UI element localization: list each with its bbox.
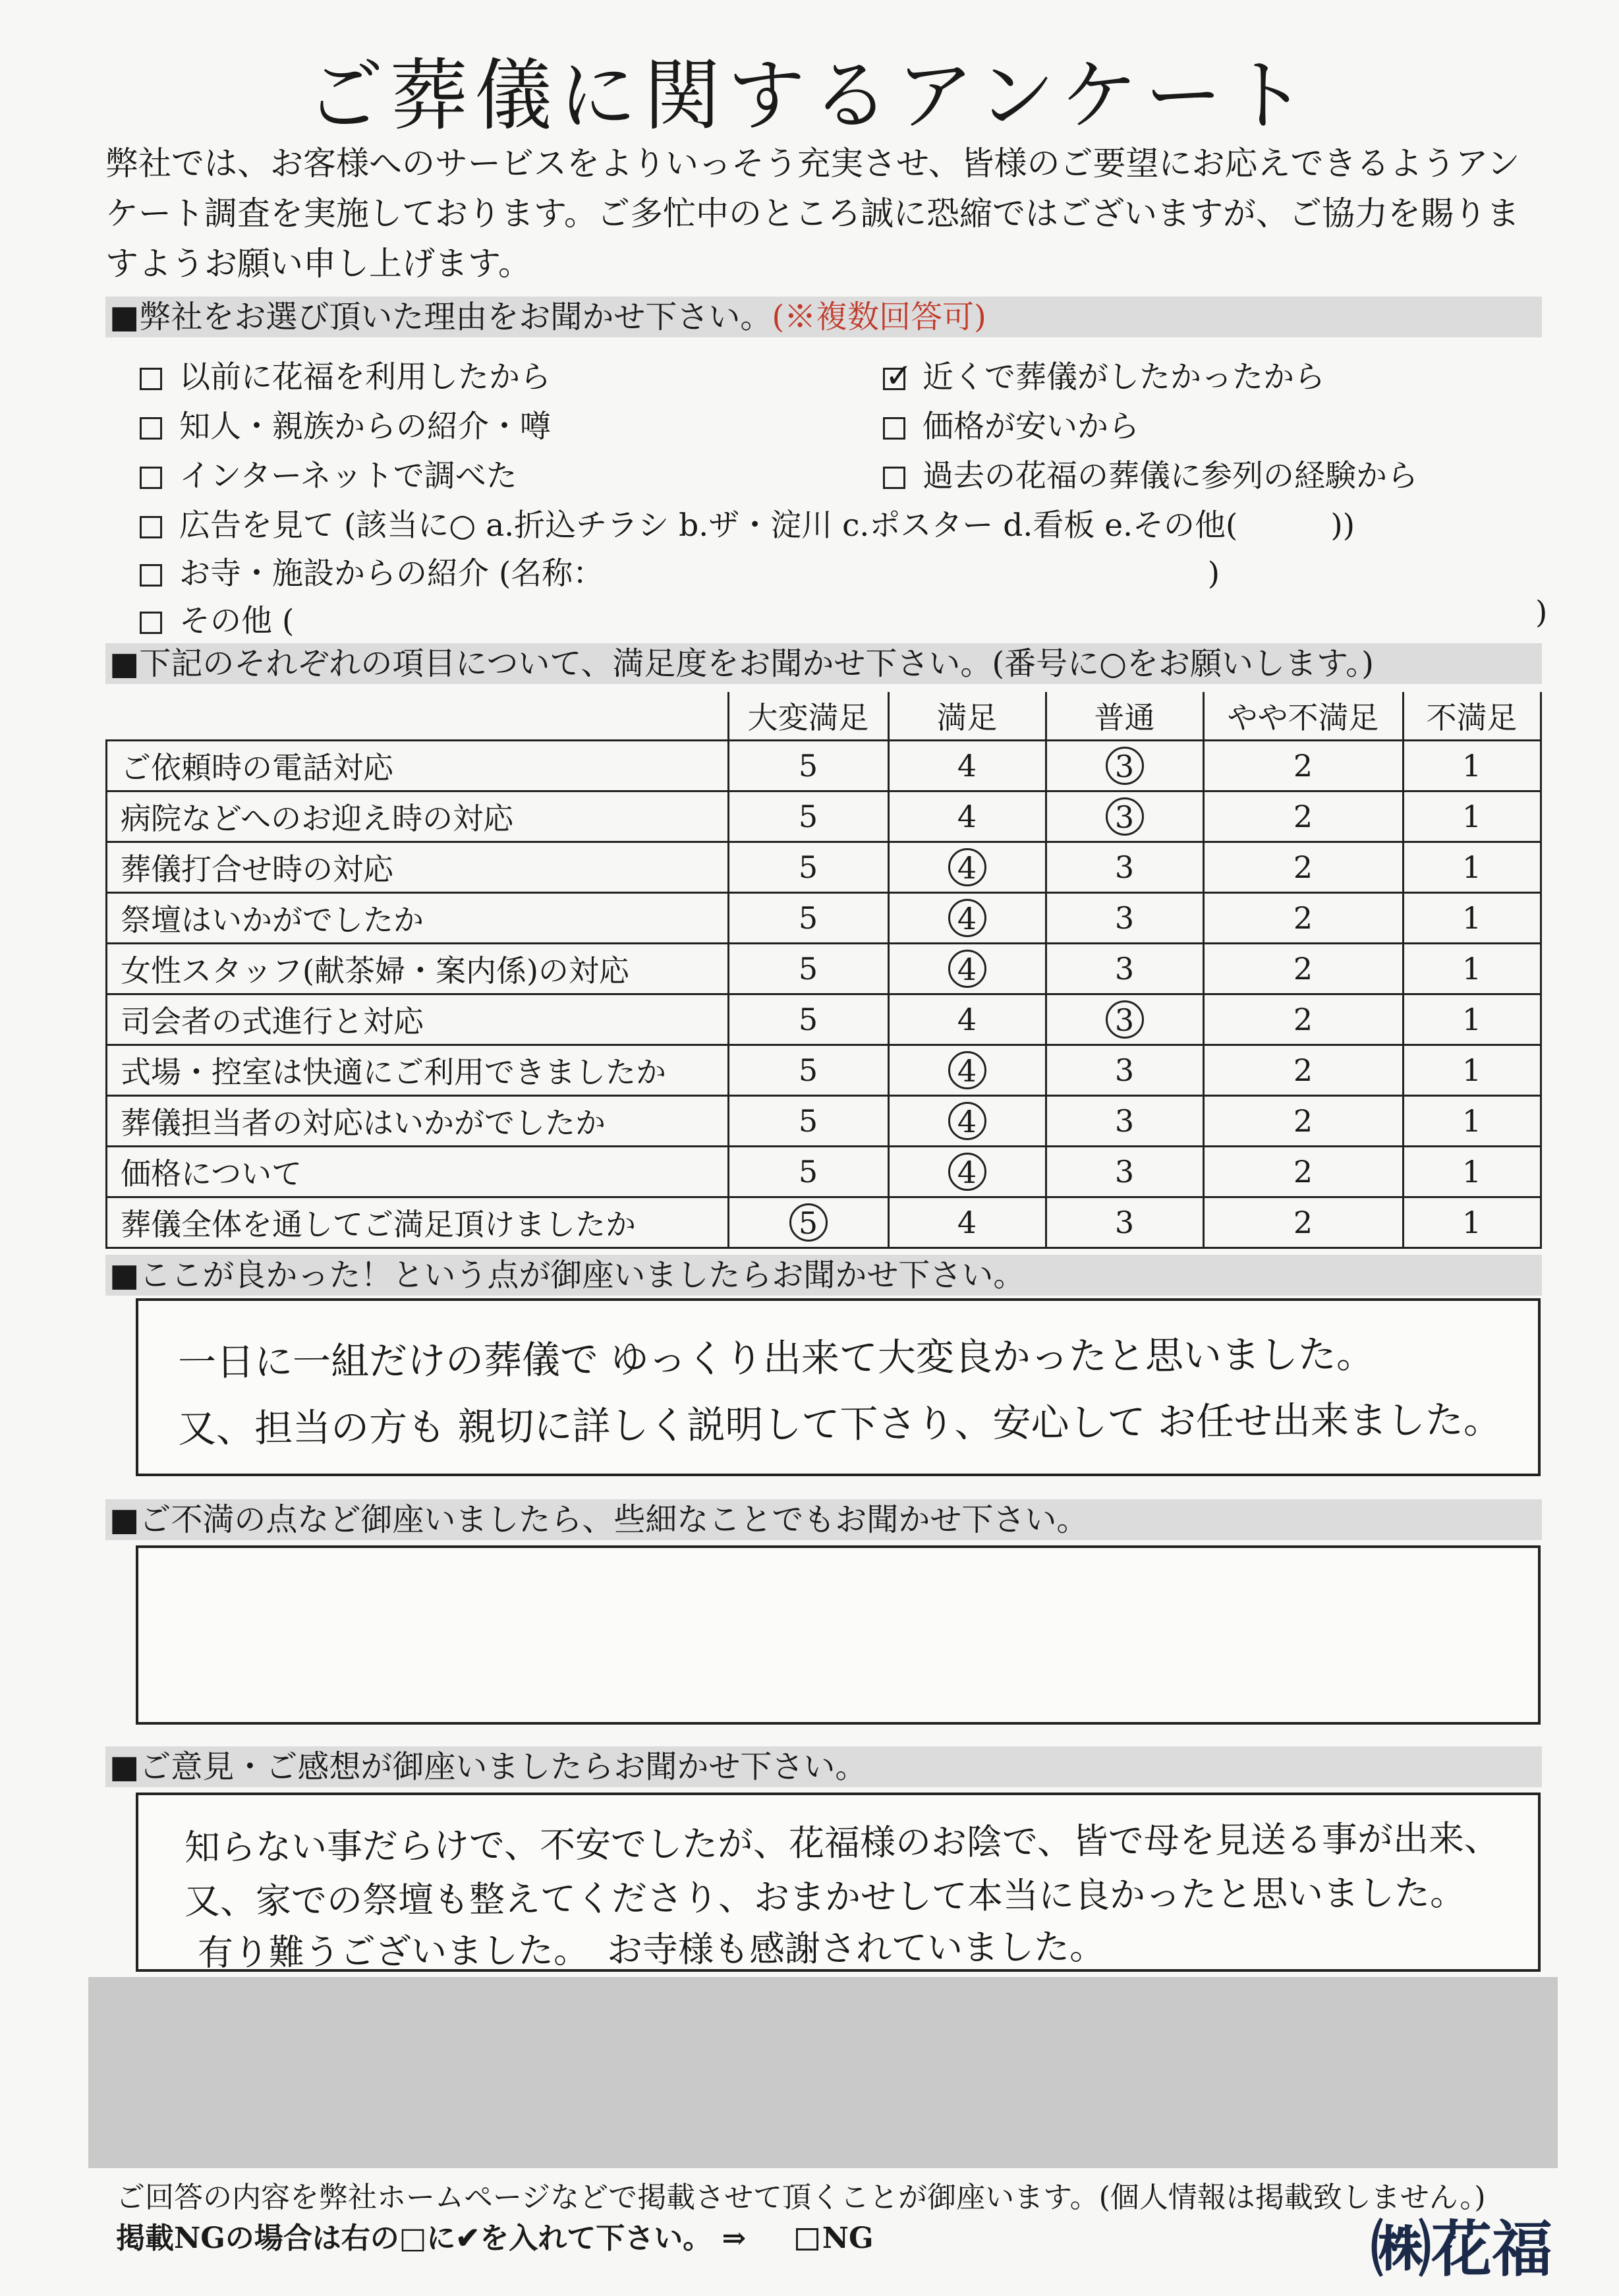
question-label: ご依頼時の電話対応 bbox=[107, 741, 729, 791]
rating-cell[interactable] bbox=[728, 944, 888, 994]
rating-value: 2 bbox=[1293, 1052, 1313, 1088]
rating-cell[interactable] bbox=[1203, 1045, 1403, 1096]
section-reasons-title: ■弊社をお選び頂いた理由をお聞かせ下さい。 bbox=[109, 299, 772, 335]
footer-ng-instruction bbox=[116, 2214, 874, 2256]
rating-cell[interactable] bbox=[728, 842, 888, 893]
rating-cell[interactable] bbox=[1403, 1096, 1541, 1147]
rating-cell[interactable] bbox=[888, 791, 1046, 842]
rating-value: 2 bbox=[1293, 1103, 1313, 1139]
good-line-2: 又、担当の方も 親切に詳しく説明して下さり、安心して お任せ出来ました。 bbox=[177, 1396, 1502, 1452]
rating-value: 2 bbox=[1293, 748, 1313, 784]
reason-option[interactable] bbox=[140, 501, 1355, 545]
reason-option-label: 近くで葬儀がしたかったから bbox=[923, 359, 1325, 395]
table-row bbox=[107, 944, 1541, 994]
checkbox-icon[interactable] bbox=[883, 417, 905, 440]
survey-title: ご葬儀に関するアンケート bbox=[306, 50, 1313, 141]
section-reasons-heading bbox=[105, 297, 1542, 337]
reason-option[interactable] bbox=[883, 353, 1325, 397]
reason-option[interactable] bbox=[140, 596, 294, 641]
section-complaint-heading: ■ご不満の点など御座いましたら、些細なことでもお聞かせ下さい。 bbox=[105, 1499, 1542, 1540]
rating-cell[interactable] bbox=[1203, 741, 1403, 791]
rating-value: 5 bbox=[798, 900, 818, 936]
checkbox-icon[interactable] bbox=[140, 612, 162, 634]
rating-cell[interactable] bbox=[728, 791, 888, 842]
rating-cell[interactable] bbox=[888, 1197, 1046, 1248]
reason-option-label: インターネットで調べた bbox=[179, 458, 517, 494]
reason-option-label: 以前に花福を利用したから bbox=[179, 359, 551, 395]
selected-rating: 4 bbox=[948, 1102, 986, 1140]
selected-rating: 4 bbox=[948, 1153, 986, 1191]
rating-cell[interactable] bbox=[728, 1147, 888, 1197]
other-close-paren: ) bbox=[1535, 594, 1548, 631]
rating-value: 2 bbox=[1293, 1154, 1313, 1190]
satisfaction-table bbox=[105, 692, 1542, 1249]
reason-option[interactable] bbox=[883, 402, 1139, 446]
rating-cell[interactable] bbox=[728, 1096, 888, 1147]
rating-value: 5 bbox=[798, 1002, 818, 1037]
checkbox-icon[interactable] bbox=[140, 368, 162, 390]
table-row bbox=[107, 1045, 1541, 1096]
rating-value: 3 bbox=[1114, 900, 1135, 936]
opinion-box[interactable] bbox=[136, 1793, 1541, 1972]
rating-value: 2 bbox=[1293, 799, 1313, 834]
reason-option[interactable] bbox=[883, 451, 1418, 496]
rating-value: 1 bbox=[1462, 1154, 1482, 1190]
rating-cell[interactable] bbox=[1203, 994, 1403, 1045]
selected-rating: 4 bbox=[948, 899, 986, 937]
redacted-area bbox=[88, 1977, 1558, 2168]
table-corner bbox=[107, 692, 729, 741]
opinion-line-2: 又、家での祭壇も整えてくださり、おまかせして本当に良かったと思いました。 bbox=[184, 1872, 1466, 1922]
selected-rating: 5 bbox=[789, 1203, 828, 1242]
rating-value: 5 bbox=[798, 748, 818, 784]
opinion-line-3: 有り難うございました。 お寺様も感謝されていました。 bbox=[197, 1926, 1106, 1974]
rating-value: 4 bbox=[957, 799, 977, 834]
checkbox-icon[interactable] bbox=[140, 516, 162, 538]
table-row bbox=[107, 1197, 1541, 1248]
rating-value: 4 bbox=[957, 1002, 977, 1037]
rating-cell[interactable] bbox=[1046, 944, 1203, 994]
complaint-box[interactable] bbox=[136, 1545, 1541, 1725]
rating-value: 4 bbox=[957, 1205, 977, 1240]
rating-cell[interactable] bbox=[1203, 842, 1403, 893]
rating-cell[interactable] bbox=[1046, 842, 1203, 893]
reason-option-label: 過去の花福の葬儀に参列の経験から bbox=[923, 458, 1418, 494]
rating-value: 5 bbox=[798, 1052, 818, 1088]
rating-cell[interactable] bbox=[1203, 1197, 1403, 1248]
question-label: 祭壇はいかがでしたか bbox=[107, 893, 729, 944]
rating-cell[interactable] bbox=[888, 1045, 1046, 1096]
rating-cell[interactable] bbox=[1046, 1096, 1203, 1147]
table-row bbox=[107, 741, 1541, 791]
question-label: 病院などへのお迎え時の対応 bbox=[107, 791, 729, 842]
rating-cell[interactable] bbox=[888, 893, 1046, 944]
selected-rating: 3 bbox=[1106, 797, 1144, 836]
rating-value: 5 bbox=[798, 1103, 818, 1139]
rating-cell[interactable] bbox=[888, 741, 1046, 791]
rating-value: 1 bbox=[1462, 1002, 1482, 1037]
table-row bbox=[107, 893, 1541, 944]
checkbox-icon[interactable] bbox=[140, 417, 162, 440]
multiple-answer-note: (※複数回答可) bbox=[772, 299, 986, 335]
rating-value: 1 bbox=[1462, 1205, 1482, 1240]
section-good-heading: ■ここが良かった！という点が御座いましたらお聞かせ下さい。 bbox=[105, 1255, 1542, 1296]
rating-cell[interactable] bbox=[1403, 741, 1541, 791]
intro-text: 弊社では、お客様へのサービスをよりいっそう充実させ、皆様のご要望にお応えできるようアンケート調査を実施しております。ご多忙中のところ誠に恐縮ではございますが、ご協力を賜りますようお願い申し上げます。 bbox=[105, 144, 1520, 283]
rating-cell[interactable] bbox=[1403, 994, 1541, 1045]
selected-rating: 3 bbox=[1106, 1000, 1144, 1039]
checkbox-icon[interactable] bbox=[140, 564, 162, 587]
rating-value: 1 bbox=[1462, 1103, 1482, 1139]
rating-cell[interactable] bbox=[1403, 1045, 1541, 1096]
question-label: 式場・控室は快適にご利用できましたか bbox=[107, 1045, 729, 1096]
table-row bbox=[107, 994, 1541, 1045]
rating-value: 2 bbox=[1293, 849, 1313, 885]
column-header: 不満足 bbox=[1403, 692, 1541, 741]
rating-cell[interactable] bbox=[1203, 1096, 1403, 1147]
rating-value: 3 bbox=[1114, 1154, 1135, 1190]
ng-instruction-text: 掲載NGの場合は右の□に✔を入れて下さい。 ⇒ bbox=[116, 2222, 747, 2255]
rating-cell[interactable] bbox=[1046, 741, 1203, 791]
section-opinion-heading: ■ご意見・ご感想が御座いましたらお聞かせ下さい。 bbox=[105, 1746, 1542, 1787]
section-satisfaction-heading: ■下記のそれぞれの項目について、満足度をお聞かせ下さい。(番号に○をお願いします。) bbox=[105, 643, 1542, 684]
rating-cell[interactable] bbox=[1046, 893, 1203, 944]
question-label: 葬儀全体を通してご満足頂けましたか bbox=[107, 1197, 729, 1248]
good-points-box[interactable] bbox=[136, 1298, 1541, 1476]
rating-value: 1 bbox=[1462, 799, 1482, 834]
rating-cell[interactable] bbox=[728, 1045, 888, 1096]
rating-cell[interactable] bbox=[1203, 944, 1403, 994]
rating-value: 3 bbox=[1114, 951, 1135, 987]
checkbox-icon[interactable] bbox=[140, 467, 162, 489]
rating-cell[interactable] bbox=[1203, 893, 1403, 944]
rating-value: 3 bbox=[1114, 1103, 1135, 1139]
ng-label: NG bbox=[822, 2222, 874, 2255]
reason-option-label: 知人・親族からの紹介・噂 bbox=[179, 409, 551, 445]
rating-value: 2 bbox=[1293, 1205, 1313, 1240]
rating-value: 5 bbox=[798, 1154, 818, 1190]
rating-value: 5 bbox=[798, 849, 818, 885]
rating-value: 1 bbox=[1462, 748, 1482, 784]
rating-value: 5 bbox=[798, 951, 818, 987]
checkbox-icon[interactable] bbox=[883, 368, 905, 390]
rating-cell[interactable] bbox=[888, 994, 1046, 1045]
rating-value: 2 bbox=[1293, 1002, 1313, 1037]
question-label: 葬儀打合せ時の対応 bbox=[107, 842, 729, 893]
rating-cell[interactable] bbox=[728, 741, 888, 791]
rating-value: 1 bbox=[1462, 1052, 1482, 1088]
rating-cell[interactable] bbox=[1403, 944, 1541, 994]
column-header: 大変満足 bbox=[728, 692, 888, 741]
reason-option-label: 広告を見て (該当に○ a.折込チラシ b.ザ・淀川 c.ポスター d.看板 e.その他( )) bbox=[179, 507, 1355, 544]
rating-value: 3 bbox=[1114, 1205, 1135, 1240]
rating-value: 2 bbox=[1293, 951, 1313, 987]
rating-value: 4 bbox=[957, 748, 977, 784]
reason-option[interactable] bbox=[140, 353, 551, 397]
rating-cell[interactable] bbox=[1403, 893, 1541, 944]
rating-value: 1 bbox=[1462, 951, 1482, 987]
column-header: 満足 bbox=[888, 692, 1046, 741]
rating-value: 3 bbox=[1114, 849, 1135, 885]
rating-cell[interactable] bbox=[1203, 791, 1403, 842]
rating-value: 1 bbox=[1462, 849, 1482, 885]
rating-cell[interactable] bbox=[888, 1096, 1046, 1147]
selected-rating: 4 bbox=[948, 1051, 986, 1089]
reason-option[interactable] bbox=[140, 402, 551, 446]
question-label: 価格について bbox=[107, 1147, 729, 1197]
question-label: 司会者の式進行と対応 bbox=[107, 994, 729, 1045]
rating-cell[interactable] bbox=[1403, 1147, 1541, 1197]
table-row bbox=[107, 791, 1541, 842]
selected-rating: 4 bbox=[948, 950, 986, 988]
ng-checkbox[interactable] bbox=[796, 2228, 818, 2251]
rating-cell[interactable] bbox=[1403, 1197, 1541, 1248]
rating-cell[interactable] bbox=[1046, 1197, 1203, 1248]
reason-option-label: その他 ( bbox=[179, 603, 295, 639]
rating-cell[interactable] bbox=[728, 994, 888, 1045]
table-row bbox=[107, 1147, 1541, 1197]
rating-cell[interactable] bbox=[1403, 791, 1541, 842]
good-line-1: 一日に一組だけの葬儀で ゆっくり出来て大変良かったと思いました。 bbox=[177, 1331, 1375, 1385]
table-row bbox=[107, 842, 1541, 893]
checkbox-icon[interactable] bbox=[883, 467, 905, 489]
reason-option-label: お寺・施設からの紹介 (名称： ) bbox=[179, 556, 1220, 592]
selected-rating: 4 bbox=[948, 848, 986, 886]
column-header: やや不満足 bbox=[1203, 692, 1403, 741]
rating-cell[interactable] bbox=[728, 1197, 888, 1248]
reason-option[interactable] bbox=[140, 549, 1220, 593]
rating-cell[interactable] bbox=[728, 893, 888, 944]
company-logo: ㈱花福 bbox=[1371, 2214, 1553, 2285]
rating-cell[interactable] bbox=[1046, 1147, 1203, 1197]
question-label: 女性スタッフ(献茶婦・案内係)の対応 bbox=[107, 944, 729, 994]
rating-value: 1 bbox=[1462, 900, 1482, 936]
rating-value: 3 bbox=[1114, 1052, 1135, 1088]
rating-value: 2 bbox=[1293, 900, 1313, 936]
rating-cell[interactable] bbox=[1046, 791, 1203, 842]
rating-cell[interactable] bbox=[1046, 994, 1203, 1045]
question-label: 葬儀担当者の対応はいかがでしたか bbox=[107, 1096, 729, 1147]
rating-cell[interactable] bbox=[888, 1147, 1046, 1197]
reason-option-label: 価格が安いから bbox=[923, 409, 1139, 445]
rating-cell[interactable] bbox=[1203, 1147, 1403, 1197]
reason-option[interactable] bbox=[140, 451, 517, 496]
rating-cell[interactable] bbox=[1403, 842, 1541, 893]
rating-cell[interactable] bbox=[1046, 1045, 1203, 1096]
footer-notice: ご回答の内容を弊社ホームページなどで掲載させて頂くことが御座います。(個人情報は掲載致しません。) bbox=[116, 2181, 1486, 2214]
rating-value: 5 bbox=[798, 799, 818, 834]
column-header: 普通 bbox=[1046, 692, 1203, 741]
rating-cell[interactable] bbox=[888, 944, 1046, 994]
rating-cell[interactable] bbox=[888, 842, 1046, 893]
selected-rating: 3 bbox=[1106, 747, 1144, 785]
table-row bbox=[107, 1096, 1541, 1147]
opinion-line-1: 知らない事だらけで、不安でしたが、花福様のお陰で、皆で母を見送る事が出来、 bbox=[184, 1818, 1500, 1868]
